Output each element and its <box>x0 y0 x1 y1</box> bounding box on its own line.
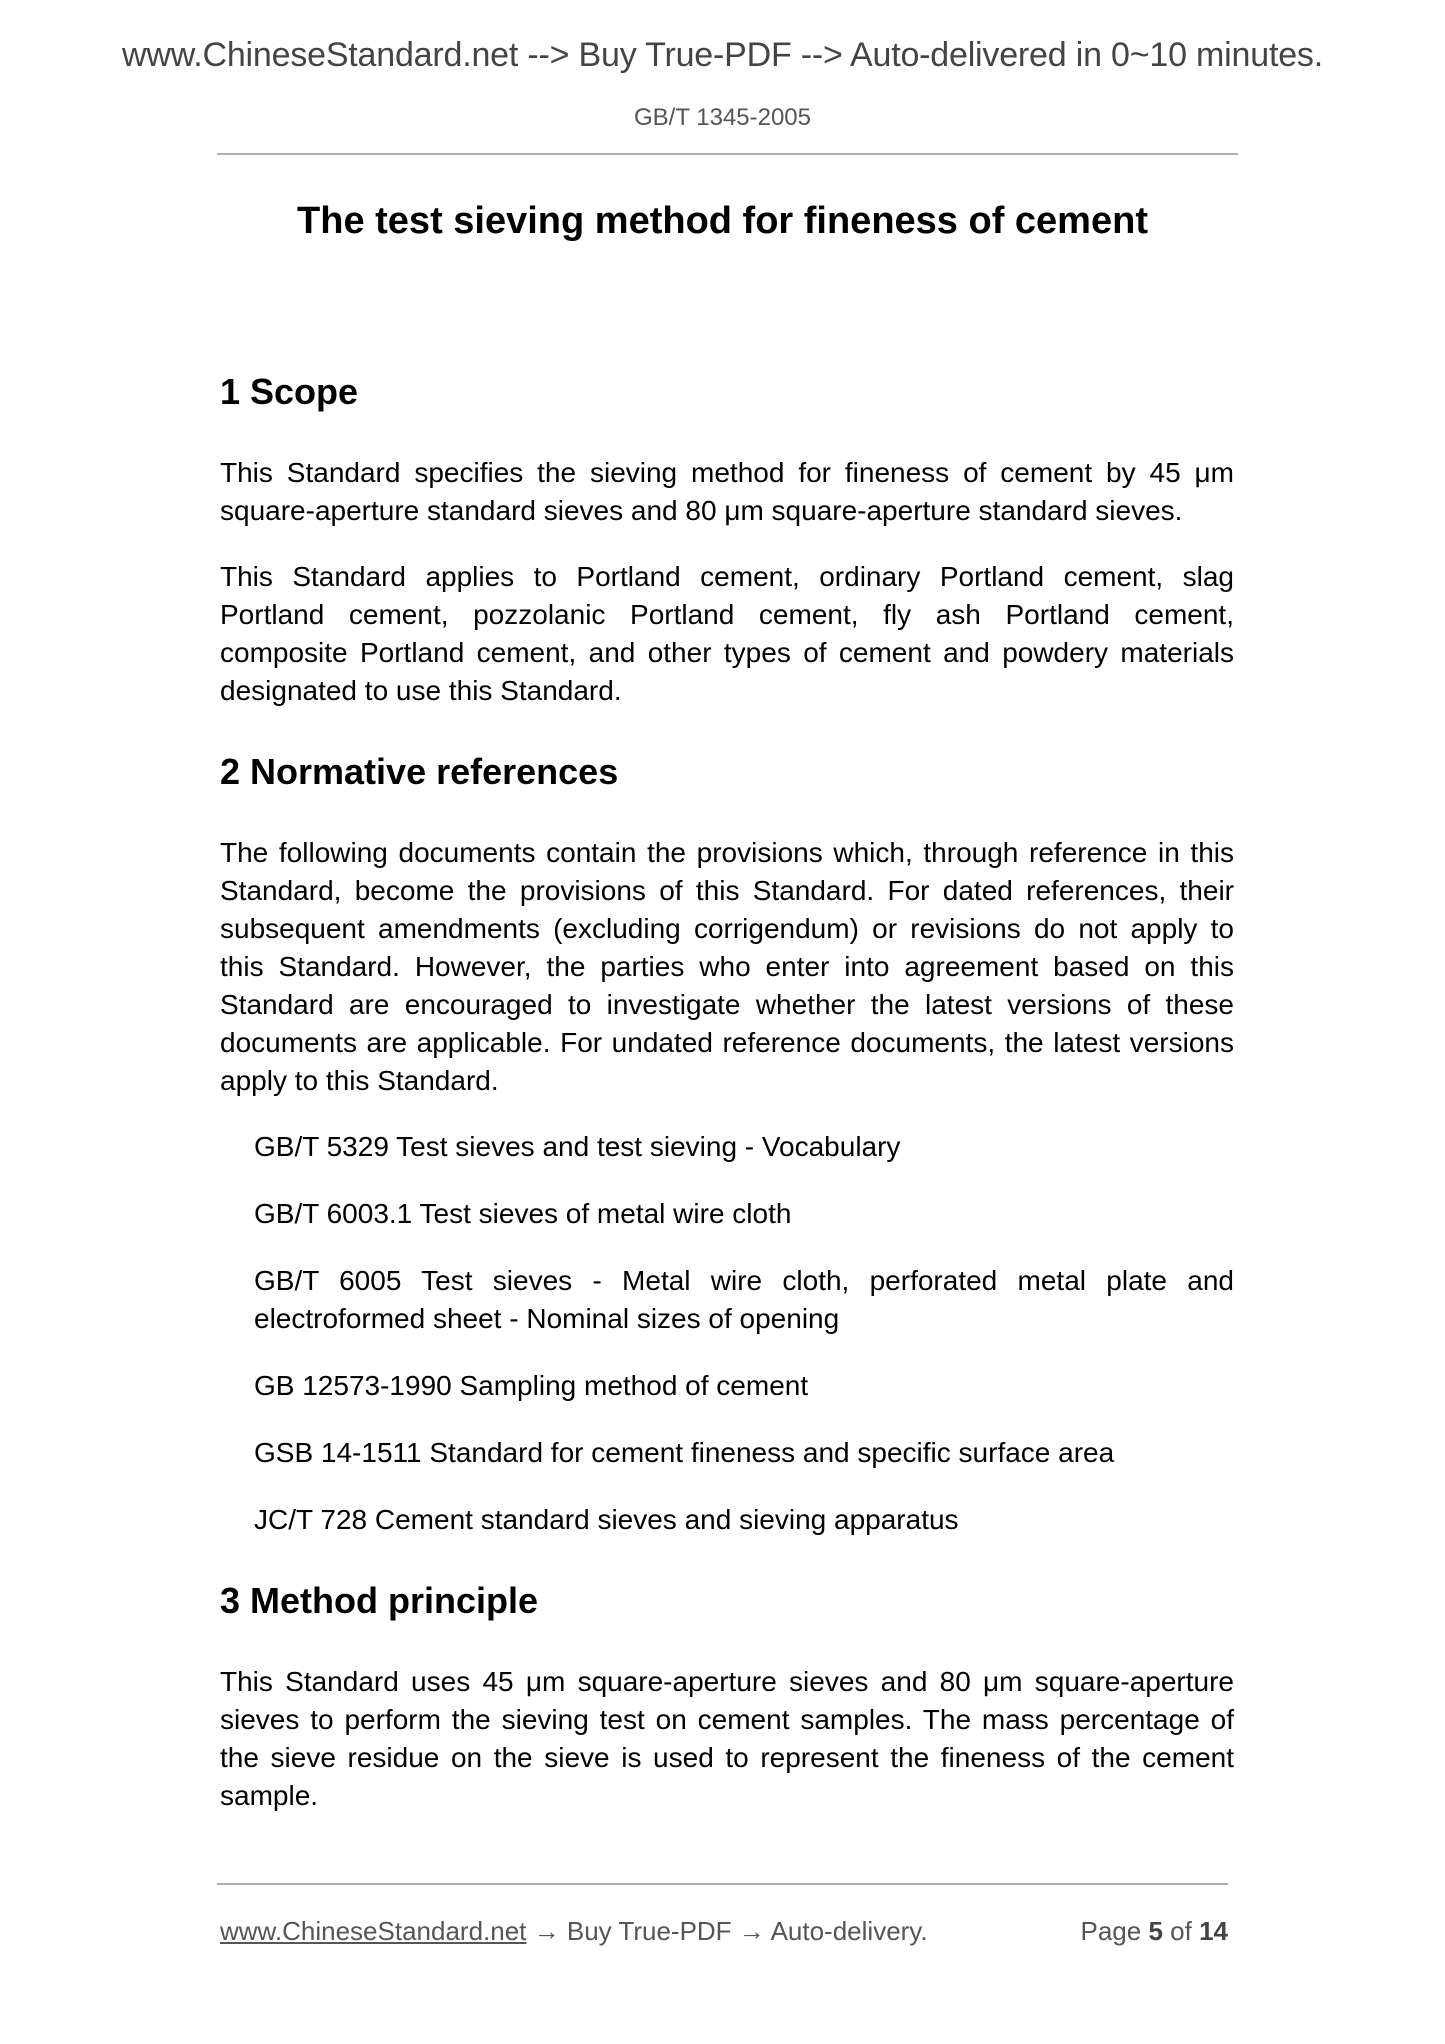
page-number <box>1080 1916 1228 1947</box>
section-heading-normative-references: 2 Normative references <box>220 751 619 792</box>
reference-item: GB 12573-1990 Sampling method of cement <box>254 1370 809 1401</box>
page-label: Page <box>1080 1916 1142 1946</box>
page-current: 5 <box>1148 1916 1163 1946</box>
footer-divider <box>217 1883 1228 1885</box>
reference-item: GB/T 5329 Test sieves and test sieving - Vocabulary <box>254 1131 901 1162</box>
site-link[interactable]: www.ChineseStandard.net <box>220 1916 527 1946</box>
paragraph: This Standard specifies the sieving method for fineness of cement by 45 μm square-aperture standard sieves and 80 μm square-aperture standard sieves. <box>220 457 1234 526</box>
page-total: 14 <box>1199 1916 1228 1946</box>
page-footer <box>220 1916 1228 1947</box>
paragraph: This Standard uses 45 μm square-aperture sieves and 80 μm square-aperture sieves to perform the sieving test on cement samples. The mass percentage of the sieve residue on the sieve is used to represent the fineness of the cement sample. <box>220 1666 1234 1811</box>
standard-code: GB/T 1345-2005 <box>633 104 811 131</box>
section-heading-method-principle: 3 Method principle <box>220 1580 539 1621</box>
document-body <box>220 370 1234 1815</box>
paragraph: The following documents contain the provisions which, through reference in this Standard, become the provisions of this Standard. For dated references, their subsequent amendments (excluding corrigendum) or revisions do not apply to this Standard. However, the parties who enter into agreement based on this Standard are encouraged to investigate whether the latest versions of these documents are applicable. For undated reference documents, the latest versions apply to this Standard. <box>220 837 1234 1096</box>
document-title: The test sieving method for fineness of cement <box>297 200 1148 242</box>
reference-item: JC/T 728 Cement standard sieves and sieving apparatus <box>254 1504 959 1535</box>
header-divider <box>217 153 1238 155</box>
page-of: of <box>1170 1916 1192 1946</box>
site-banner: www.ChineseStandard.net --> Buy True-PDF --> Auto-delivered in 0~10 minutes. <box>122 36 1323 74</box>
paragraph: This Standard applies to Portland cement, ordinary Portland cement, slag Portland cement, pozzolanic Portland cement, fly ash Portland cement, composite Portland cement, and other types of cement and powdery materials designated to use this Standard. <box>220 561 1234 706</box>
footer-promo <box>220 1916 928 1947</box>
reference-item: GB/T 6003.1 Test sieves of metal wire cloth <box>254 1198 792 1229</box>
reference-item: GSB 14-1511 Standard for cement fineness and specific surface area <box>254 1437 1115 1468</box>
section-heading-scope: 1 Scope <box>220 371 359 412</box>
footer-tagline: → Buy True-PDF → Auto-delivery. <box>526 1916 928 1946</box>
reference-item: GB/T 6005 Test sieves - Metal wire cloth, perforated metal plate and electroformed sheet - Nominal sizes of opening <box>254 1265 1234 1334</box>
